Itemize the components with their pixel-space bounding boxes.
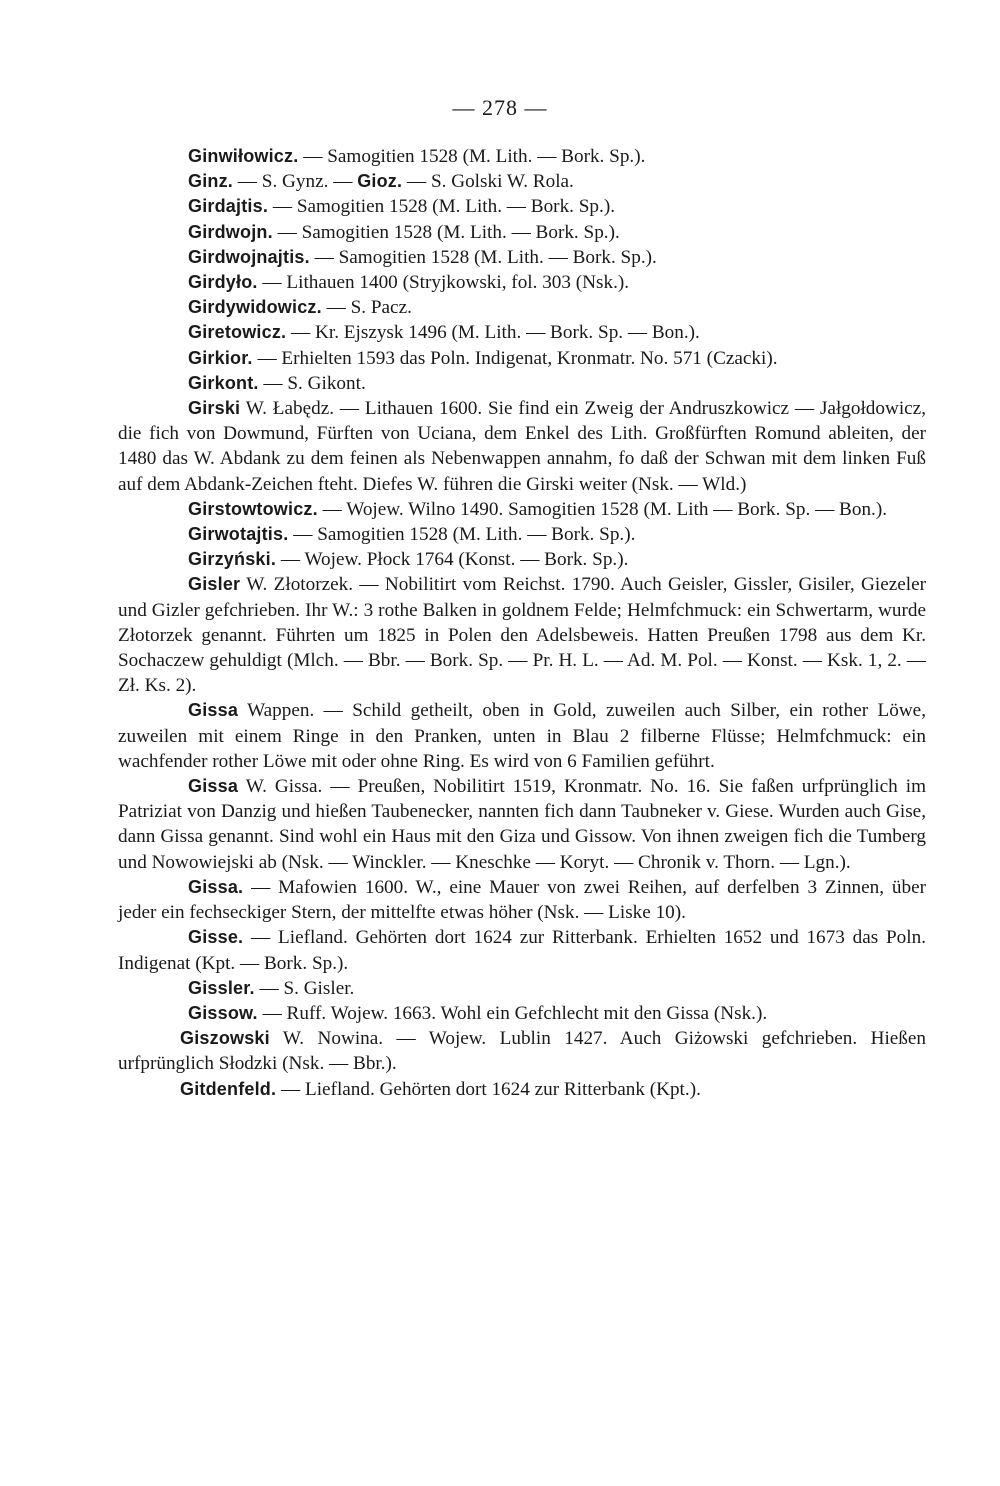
entry-headword: Giretowicz. — [188, 322, 287, 343]
entry — [118, 774, 926, 875]
entry — [118, 976, 926, 1001]
entry-text: — Samogitien 1528 (M. Lith. — Bork. Sp.). — [268, 196, 615, 218]
entry-text: — Wojew. Wilno 1490. Samogitien 1528 (M. Lith — Bork. Sp. — Bon.). — [317, 498, 888, 520]
entry-text: W. Nowina. — Wojew. Lublin 1427. Auch Giżowski gefchrieben. Hießen urfprünglich Słodzki (Nsk. — Bbr.). — [118, 1028, 926, 1075]
entry — [118, 547, 926, 572]
entry — [118, 320, 926, 345]
entry — [118, 245, 926, 270]
entry — [118, 698, 926, 774]
entry — [118, 194, 926, 219]
entry-text: — Samogitien 1528 (M. Lith. — Bork. Sp.). — [272, 221, 620, 243]
entry-text: — Kr. Ejszysk 1496 (M. Lith. — Bork. Sp. — Bon.). — [286, 322, 700, 344]
entry — [118, 346, 926, 371]
entry-text: — S. Pacz. — [321, 297, 412, 319]
entry-headword: Girzyński. — [188, 549, 277, 570]
entry-headword: Girdwojn. — [188, 221, 273, 242]
entry — [118, 925, 926, 975]
entry — [118, 295, 926, 320]
entry-headword: Girstowtowicz. — [188, 498, 318, 519]
entry-text: W. Gissa. — Preußen, Nobilitirt 1519, Kronmatr. No. 16. Sie faßen urfprünglich im Patriziat von Danzig und hießen Taubenecker, nannten fich dann Taubneker v. Giese. Wurden auch Gise, dann Gissa genannt. Sind wohl ein Haus mit den Giza und Gissow. Von ihnen zweigen fich die Tumberg und Nowowiejski ab (Nsk. — Winckler. — Kneschke — Koryt. — Chronik v. Thorn. — Lgn.). — [118, 776, 926, 873]
entry — [118, 875, 926, 925]
entry-text: — Samogitien 1528 (M. Lith. — Bork. Sp.). — [298, 146, 646, 167]
entry-text: W. Złotorzek. — Nobilitirt vom Reichst. 1790. Auch Geisler, Gissler, Gisiler, Giezeler und Gizler gefchrieben. Ihr W.: 3 rothe Balken in goldnem Felde; Helmfchmuck: ein Schwertarm, wurde Złotorzek genannt. Führten um 1825 in Polen den Adelsbeweis. Hatten Preußen 1798 aus dem Kr. Sochaczew gehuldigt (Mlch. — Bbr. — Bork. Sp. — Pr. H. L. — Ad. M. Pol. — Konst. — Ksk. 1, 2. — Zł. Ks. 2). — [118, 574, 926, 697]
entry-headword: Gisse. — [188, 927, 244, 948]
entry-headword: Ginwiłowicz. — [188, 146, 299, 166]
entry — [118, 396, 926, 497]
entry-headword: Gissa. — [188, 876, 244, 897]
entry-headword: Gissler. — [188, 977, 255, 998]
entry-text: — S. Gynz. — — [233, 171, 358, 193]
entry-text: — Lithauen 1400 (Stryjkowski, fol. 303 (Nsk.). — [257, 272, 630, 294]
entry — [118, 169, 926, 194]
entry-headword: Girwotajtis. — [188, 524, 289, 545]
entry-text: Wappen. — Schild getheilt, oben in Gold, zuweilen auch Silber, ein rother Löwe, zuweilen mit einem Ringe in den Pranken, unten in Blau 2 filberne Flüsse; Helmfchmuck: ein wachfender rother Löwe mit oder ohne Ring. Es wird von 6 Familien geführt. — [118, 700, 926, 772]
entry-text: — S. Gisler. — [254, 977, 355, 999]
entry-text: — Mafowien 1600. W., eine Mauer von zwei Reihen, auf derfelben 3 Zinnen, über jeder ein fechseckiger Stern, der mittelfte etwas höher (Nsk. — Liske 10). — [118, 876, 926, 924]
entry-text: — S. Golski W. Rola. — [402, 171, 574, 193]
page-number: — 278 — — [452, 95, 548, 120]
entry-headword: Gissa — [188, 776, 239, 797]
entry-text: — Samogitien 1528 (M. Lith. — Bork. Sp.). — [288, 524, 636, 546]
entry-headword: Gissa — [188, 700, 239, 721]
entry-headword: Girdajtis. — [188, 196, 269, 217]
entry — [118, 371, 926, 396]
entry-headword: Girkont. — [188, 372, 259, 393]
entry-headword: Gitdenfeld. — [180, 1078, 277, 1099]
entry — [118, 1077, 926, 1102]
entry-text: — Wojew. Płock 1764 (Konst. — Bork. Sp.). — [276, 549, 629, 571]
entry-text: — Liefland. Gehörten dort 1624 zur Ritterbank. Erhielten 1652 und 1673 das Poln. Indigenat (Kpt. — Bork. Sp.). — [118, 927, 926, 974]
entry-text: W. Łabędz. — Lithauen 1600. Sie find ein Zweig der Andruszkowicz — Jałgołdowicz, die fich von Dowmund, Fürften von Uciana, dem Enkel des Lith. Großfürften Romund ableiten, der 1480 das W. Abdank zu dem feinen als Nebenwappen annahm, fo daß der Schwan mit dem linken Fuß auf dem Abdank-Zeichen fteht. Diefes W. führen die Girski weiter (Nsk. — Wld.) — [118, 398, 926, 495]
entry — [118, 1026, 926, 1076]
entry-text: — Erhielten 1593 das Poln. Indigenat, Kronmatr. No. 571 (Czacki). — [252, 347, 778, 369]
entry — [118, 270, 926, 295]
entry-headword: Girkior. — [188, 347, 253, 368]
entry — [118, 497, 926, 522]
entry-headword: Gioz. — [357, 171, 403, 192]
entry-headword: Gisler — [188, 574, 241, 595]
entry — [118, 144, 926, 169]
entry-headword: Girski — [188, 398, 241, 419]
entry-headword: Girdyło. — [188, 272, 258, 293]
entry-text: — Samogitien 1528 (M. Lith. — Bork. Sp.). — [309, 246, 657, 268]
entry — [118, 522, 926, 547]
entry-headword: Girdywidowicz. — [188, 297, 322, 318]
entry-text: — Liefland. Gehörten dort 1624 zur Ritterbank (Kpt.). — [276, 1078, 701, 1100]
entry-headword: Ginz. — [188, 171, 233, 192]
entry-headword: Giszowski — [180, 1028, 270, 1049]
entry — [118, 220, 926, 245]
entry — [118, 572, 926, 698]
entry-text: — S. Gikont. — [258, 372, 366, 394]
entry-list — [118, 144, 926, 1102]
entry — [118, 1001, 926, 1026]
entry-headword: Gissow. — [188, 1002, 258, 1023]
entry-headword: Girdwojnajtis. — [188, 246, 310, 267]
entry-text: — Ruff. Wojew. 1663. Wohl ein Gefchlecht mit den Gissa (Nsk.). — [257, 1002, 768, 1024]
